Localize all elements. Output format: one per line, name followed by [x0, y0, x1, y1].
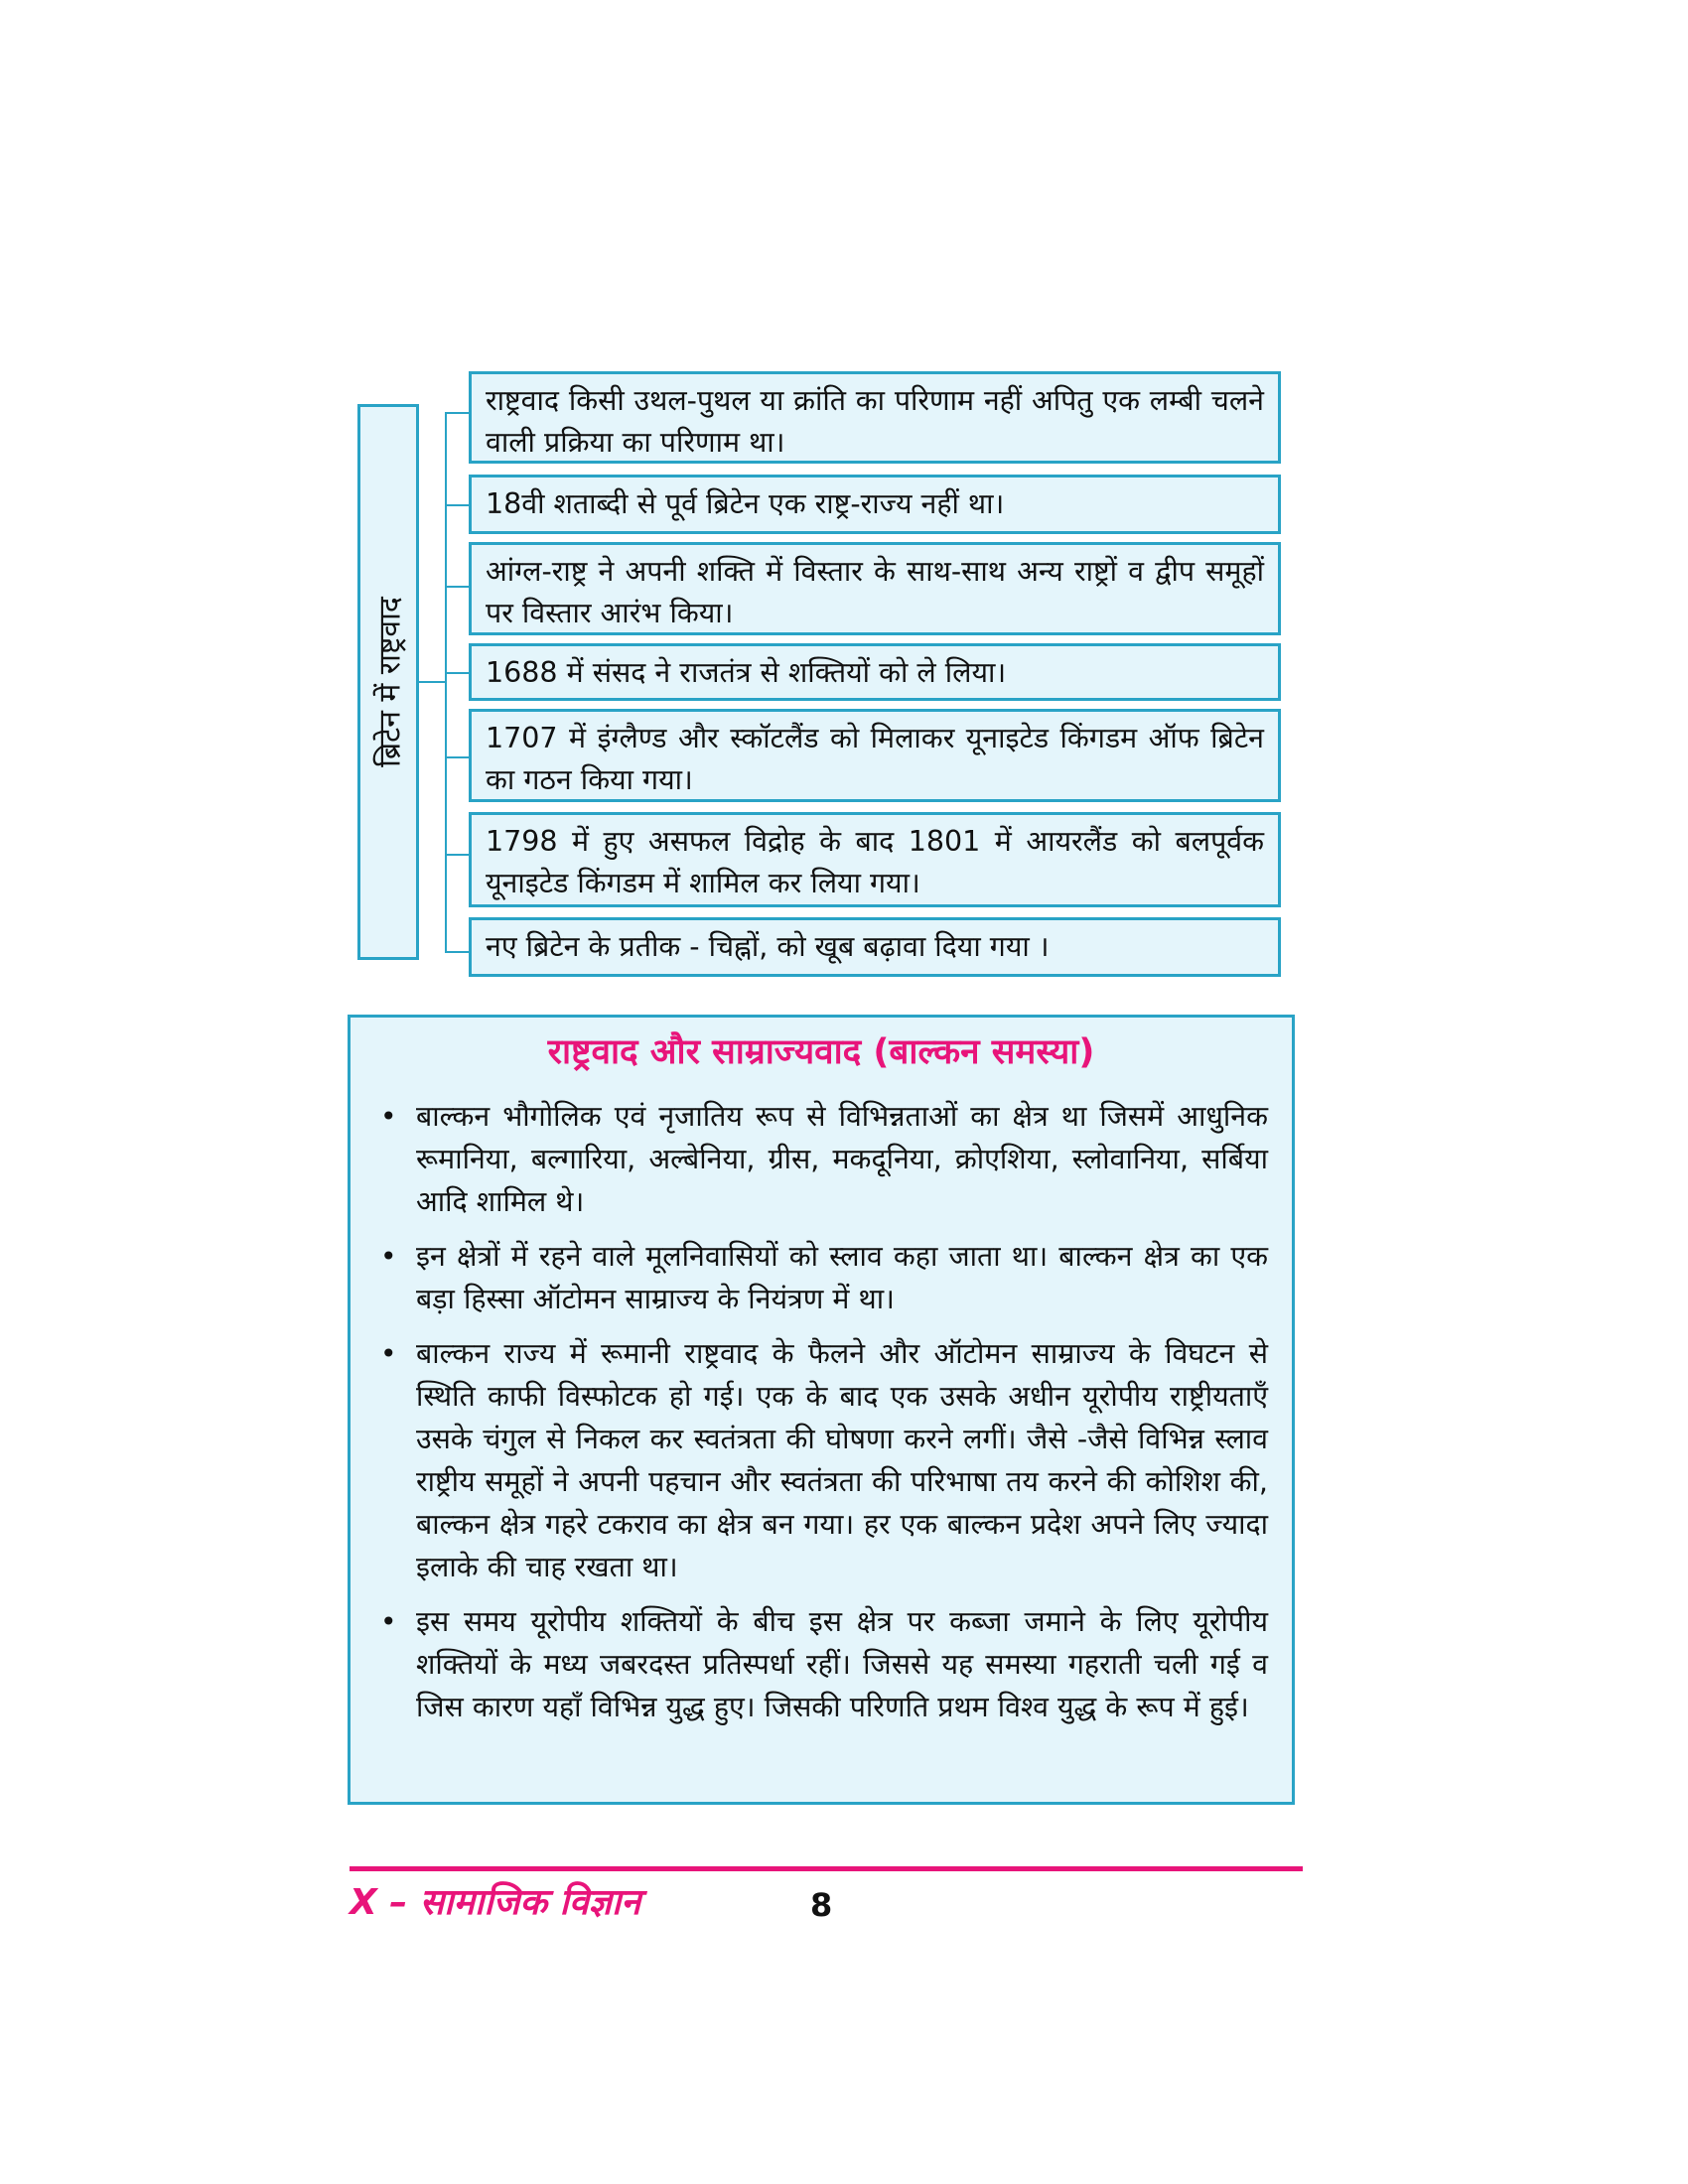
bullet-text: • इस समय यूरोपीय शक्तियों के बीच इस क्षेत्र पर कब्जा जमाने के लिए यूरोपीय शक्तियों के मध्य जबरदस्त प्रतिस्पर्धा रहीं। जिससे यह समस्या गहराती चली गई व जिस कारण यहाँ विभिन्न युद्ध हुए। जिसकी परिणति प्रथम विश्व युद्ध के रूप में हुई।	[416, 1605, 1268, 1723]
footer-divider	[350, 1866, 1303, 1871]
bullet-item	[374, 1235, 1268, 1320]
balkan-panel	[348, 1015, 1295, 1805]
connector-5	[445, 756, 469, 758]
fact-text: 1798 में हुए असफल विद्रोह के बाद 1801 में आयरलैंड को बलपूर्वक यूनाइटेड किंगडम में शामिल कर लिया गया।	[486, 825, 1264, 899]
connector-6	[445, 854, 469, 856]
fact-box	[469, 709, 1281, 802]
page-number: 8	[810, 1886, 833, 1924]
fact-text: आंग्ल-राष्ट्र ने अपनी शक्ति में विस्तार के साथ-साथ अन्य राष्ट्रों व द्वीप समूहों पर विस्तार आरंभ किया।	[486, 555, 1264, 629]
fact-text: राष्ट्रवाद किसी उथल-पुथल या क्रांति का परिणाम नहीं अपितु एक लम्बी चलने वाली प्रक्रिया का परिणाम था।	[486, 384, 1264, 459]
panel-title: राष्ट्रवाद और साम्राज्यवाद (बाल्कन समस्या)	[547, 1032, 1095, 1072]
bullet-list	[374, 1095, 1268, 1740]
fact-box	[469, 917, 1281, 977]
bullet-item	[374, 1600, 1268, 1728]
bullet-text: • इन क्षेत्रों में रहने वाले मूलनिवासियों को स्लाव कहा जाता था। बाल्कन क्षेत्र का एक बड़ा हिस्सा ऑटोमन साम्राज्य के नियंत्रण में था।	[416, 1240, 1268, 1315]
bullet-text: • बाल्कन भौगोलिक एवं नृजातिय रूप से विभिन्नताओं का क्षेत्र था जिसमें आधुनिक रूमानिया, बल्गारिया, अल्बेनिया, ग्रीस, मकदूनिया, क्रोएशिया, स्लोवानिया, सर्बिया आदि शामिल थे।	[416, 1100, 1268, 1218]
connector-1	[445, 412, 469, 414]
bullet-item	[374, 1095, 1268, 1223]
topic-label-box	[357, 404, 419, 960]
fact-box	[469, 475, 1281, 534]
fact-text: 1707 में इंग्लैण्ड और स्कॉटलैंड को मिलाकर यूनाइटेड किंगडम ऑफ ब्रिटेन का गठन किया गया।	[486, 722, 1264, 796]
fact-text: 18वी शताब्दी से पूर्व ब्रिटेन एक राष्ट्र-राज्य नहीं था।	[486, 487, 1005, 520]
connector-3	[445, 586, 469, 588]
connector-4	[445, 672, 469, 674]
fact-box	[469, 371, 1281, 464]
fact-box	[469, 643, 1281, 701]
topic-label: ब्रिटेन में राष्ट्रवाद	[372, 597, 408, 767]
fact-text: 1688 में संसद ने राजतंत्र से शक्तियों को ले लिया।	[486, 656, 1007, 689]
bullet-text: • बाल्कन राज्य में रूमानी राष्ट्रवाद के फैलने और ऑटोमन साम्राज्य के विघटन से स्थिति काफी विस्फोटक हो गई। एक के बाद एक उसके अधीन यूरोपीय राष्ट्रीयताएँ उसके चंगुल से निकल कर स्वतंत्रता की घोषणा करने लगीं। जैसे -जैसे विभिन्न स्लाव राष्ट्रीय समूहों ने अपनी पहचान और स्वतंत्रता की परिभाषा तय करने की कोशिश की, बाल्कन क्षेत्र गहरे टकराव का क्षेत्र बन गया। हर एक बाल्कन प्रदेश अपने लिए ज्यादा इलाके की चाह रखता था।	[416, 1337, 1268, 1583]
fact-box	[469, 542, 1281, 635]
bullet-item	[374, 1332, 1268, 1588]
fact-box	[469, 812, 1281, 907]
fact-text: नए ब्रिटेन के प्रतीक - चिह्नों, को खूब बढ़ावा दिया गया ।	[486, 930, 1050, 963]
footer-subject: X – सामाजिक विज्ञान	[350, 1882, 641, 1923]
connector-7	[445, 951, 469, 953]
connector-2	[445, 504, 469, 506]
tree-spine	[445, 412, 447, 953]
tree-root-connector	[419, 681, 445, 683]
